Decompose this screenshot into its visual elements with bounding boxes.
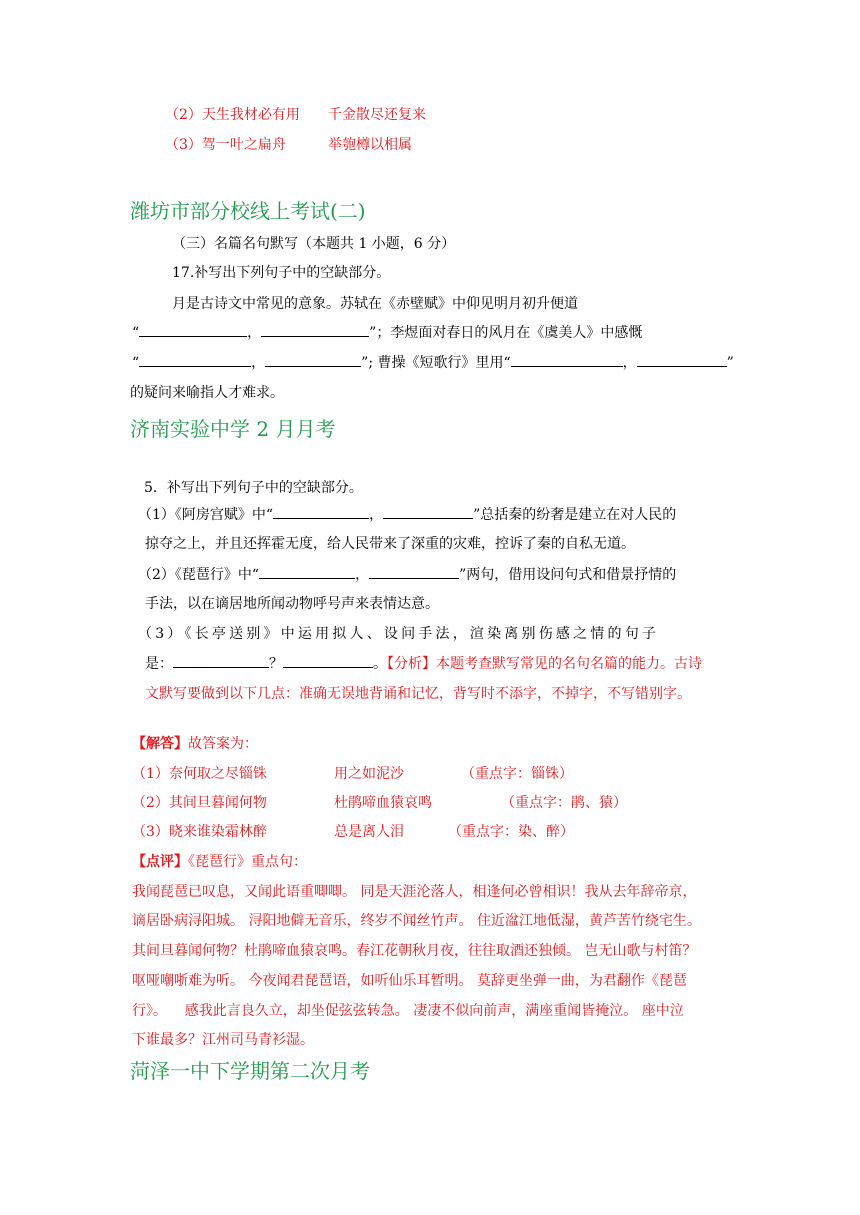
comma: ，	[247, 325, 262, 341]
answer-part-a: 天生我材必有用	[201, 107, 300, 123]
answer-a: 奈何取之尽锱铢	[168, 766, 267, 782]
sentence-text: ”；李煜面对春日的风月在《虞美人》中感慨	[369, 325, 643, 341]
answer-row-2-a	[132, 792, 267, 812]
answer-line-2	[165, 104, 300, 124]
fill-blank[interactable]	[511, 352, 623, 367]
answer-num: （3）	[165, 137, 202, 153]
fill-blank[interactable]	[139, 322, 247, 337]
analysis-text-cont: 文默写要做到以下几点：准确无误地背诵和记忆，背写时不添字，不掉字，不写错别字。	[145, 686, 691, 702]
answer-tag: 【解答】	[132, 736, 188, 752]
period: 。	[373, 656, 387, 672]
section-title-weifang: 潍坊市部分校线上考试(二)	[130, 199, 366, 223]
sub-question-1-cont: 掠夺之上，并且还挥霍无度，给人民带来了深重的灾难，控诉了秦的自私无道。	[145, 536, 635, 552]
sentence-text: ”; 曹操《短歌行》里用“	[361, 355, 511, 371]
sub-question-3: （3）《长亭送别》中运用拟人、设问手法，渲染离别伤感之情的句子	[138, 626, 660, 642]
fill-blank[interactable]	[383, 504, 473, 519]
poem-line-3: 其间旦暮闻何物？杜鹃啼血猿哀鸣。春江花朝秋月夜，往往取酒还独倾。 岂无山歌与村笛？	[132, 943, 697, 959]
analysis-tag: 【分析】	[387, 656, 436, 672]
answer-part-b: 千金散尽还复来	[328, 107, 426, 123]
fill-blank[interactable]	[139, 352, 251, 367]
sub-question-2	[138, 564, 676, 584]
sub-question-1	[138, 504, 676, 524]
sentence-text: ”两句，借用设问句式和借景抒情的	[459, 567, 677, 583]
answer-row-2-b: 杜鹃啼血猿哀鸣	[334, 795, 432, 811]
fill-blank[interactable]	[261, 322, 369, 337]
analysis-text: 本题考查默写常见的名句名篇的能力。古诗	[436, 656, 702, 672]
part-heading: （三）名篇名句默写（本题共 1 小题，6 分）	[172, 236, 456, 252]
sub-question-3-cont	[145, 653, 702, 673]
question-17-para-1: 月是古诗文中常见的意象。苏轼在《赤壁赋》中仰见明月初升便道	[172, 296, 578, 312]
quote-mark: “	[132, 355, 140, 371]
sub-question-2-cont: 手法，以在谪居地所闻动物呼号声来表情达意。	[145, 596, 439, 612]
answer-num: （3）	[132, 824, 169, 840]
sentence-text: 是：	[145, 656, 173, 672]
comma: ，	[622, 355, 637, 371]
answer-row-1-key: （重点字：锱铢）	[461, 766, 573, 782]
comma: ，	[355, 567, 370, 583]
question-number: 17.	[172, 265, 195, 281]
quote-mark: “	[132, 325, 140, 341]
question-text: 补写出下列句子中的空缺部分。	[166, 480, 363, 496]
answer-row-2-key: （重点字：鹃、猿）	[501, 795, 627, 811]
fill-blank[interactable]	[265, 352, 361, 367]
answer-num: （1）	[132, 766, 169, 782]
answer-num: （2）	[165, 107, 202, 123]
answer-num: （2）	[132, 795, 169, 811]
fill-blank[interactable]	[283, 653, 373, 668]
comment-intro: 《琵琶行》重点句：	[188, 854, 307, 870]
question-text: 补写出下列句子中的空缺部分。	[194, 265, 391, 281]
sentence-text: ”总括秦的纷奢是建立在对人民的	[473, 507, 677, 523]
section-title-jinan: 济南实验中学 2 月月考	[130, 417, 336, 441]
poem-line-1: 我闻琵琶已叹息，又闻此语重唧唧。 同是天涯沦落人，相逢何必曾相识！我从去年辞帝京，	[132, 884, 697, 900]
sentence-text: （2）《琵琶行》中“	[138, 567, 260, 583]
comma: ，	[369, 507, 384, 523]
answer-intro: 故答案为：	[188, 736, 258, 752]
section-title-heze: 菏泽一中下学期第二次月考	[130, 1059, 370, 1083]
answer-heading	[132, 733, 258, 753]
question-mark: ？	[269, 656, 283, 672]
poem-line-4: 呕哑嘲哳难为听。 今夜闻君琵琶语，如听仙乐耳暂明。 莫辞更坐弹一曲，为君翻作《琵琶	[132, 973, 687, 989]
answer-part-a: 驾一叶之扁舟	[201, 137, 286, 153]
fill-blank[interactable]	[637, 352, 727, 367]
quote-mark: ”	[726, 355, 734, 371]
question-17-para-4: 的疑问来喻指人才难求。	[130, 385, 284, 401]
question-17-para-3	[132, 352, 734, 372]
question-5	[144, 477, 363, 497]
sentence-text: （1）《阿房宫赋》中“	[138, 507, 274, 523]
comment-tag: 【点评】	[132, 854, 188, 870]
answer-row-3-b: 总是离人泪	[334, 824, 404, 840]
answer-row-3-a	[132, 821, 267, 841]
fill-blank[interactable]	[173, 653, 269, 668]
answer-a: 晓来谁染霜林醉	[168, 824, 267, 840]
poem-line-2: 谪居卧病浔阳城。 浔阳地僻无音乐，终岁不闻丝竹声。 住近湓江地低湿，黄芦苦竹绕宅生。	[132, 913, 701, 929]
answer-part-b: 举匏樽以相属	[328, 137, 412, 153]
question-17-para-2	[132, 322, 642, 342]
comment-heading	[132, 851, 307, 871]
poem-line-6: 下谁最多？江州司马青衫湿。	[132, 1032, 314, 1048]
answer-row-1-a	[132, 763, 267, 783]
question-number: 5．	[144, 480, 167, 496]
answer-a: 其间旦暮闻何物	[168, 795, 267, 811]
fill-blank[interactable]	[369, 564, 459, 579]
answer-row-3-key: （重点字：染、醉）	[448, 824, 574, 840]
fill-blank[interactable]	[273, 504, 369, 519]
comma: ，	[251, 355, 266, 371]
fill-blank[interactable]	[259, 564, 355, 579]
answer-line-3	[165, 134, 286, 154]
question-17	[172, 262, 390, 282]
answer-row-1-b: 用之如泥沙	[334, 766, 404, 782]
poem-line-5: 行》。 感我此言良久立，却坐促弦弦转急。 凄凄不似向前声，满座重闻皆掩泣。 座中泣	[132, 1003, 684, 1019]
